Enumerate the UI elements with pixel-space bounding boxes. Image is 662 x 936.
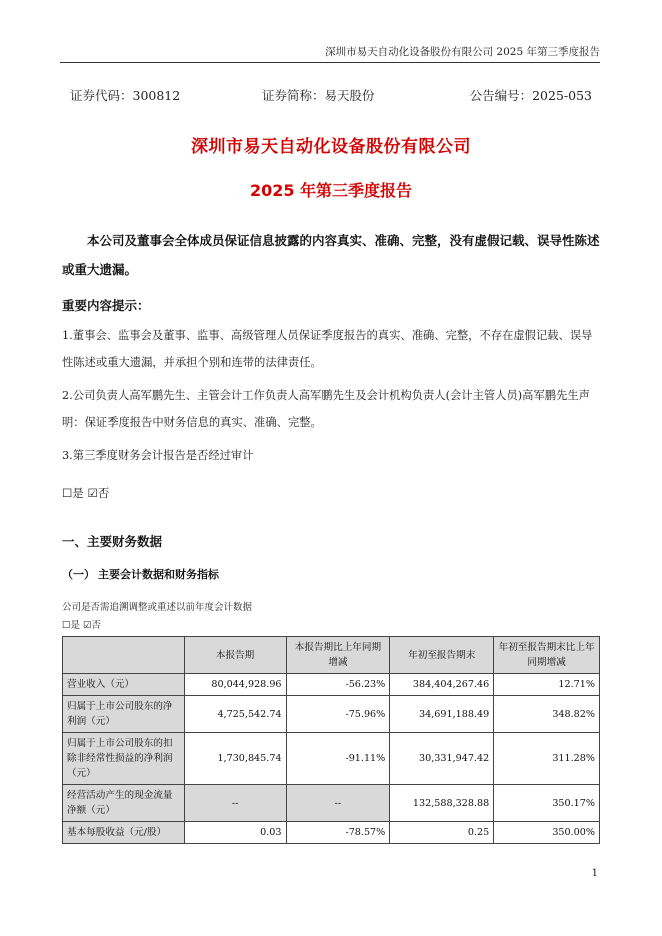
stock-name: 证券简称：易天股份 — [262, 88, 375, 103]
table-header-cell — [63, 637, 185, 674]
table-cell: 30,331,947.42 — [390, 733, 494, 785]
row-label: 营业收入（元） — [63, 674, 185, 696]
table-header-cell: 本报告期比上年同期增减 — [286, 637, 390, 674]
header-rule — [60, 62, 600, 63]
subsection-title — [62, 566, 219, 582]
row-label: 基本每股收益（元/股） — [63, 822, 185, 844]
table-cell: -- — [184, 785, 286, 822]
table-cell: 80,044,928.96 — [184, 674, 286, 696]
stock-code: 证券代码：300812 — [70, 88, 181, 103]
restate-checkbox: ☐是 ☑否 — [62, 620, 102, 631]
table-cell: 348.82% — [494, 696, 600, 733]
notice-item-2: 2.公司负责人高军鹏先生、主管会计工作负责人高军鹏先生及会计机构负责人(会计主管人员)高军鹏先生声明：保证季度报告中财务信息的真实、准确、完整。 — [62, 389, 590, 429]
table-header-row — [63, 637, 600, 674]
table-row — [63, 674, 600, 696]
table-cell: 350.17% — [494, 785, 600, 822]
table-cell: 0.25 — [390, 822, 494, 844]
table-cell: -78.57% — [286, 822, 390, 844]
section-title: 一、主要财务数据 — [62, 534, 163, 549]
table-row — [63, 785, 600, 822]
row-label: 归属于上市公司股东的扣除非经常性损益的净利润（元） — [63, 733, 185, 785]
table-cell: 311.28% — [494, 733, 600, 785]
table-cell: -75.96% — [286, 696, 390, 733]
table-cell: 12.71% — [494, 674, 600, 696]
announcement-number: 公告编号：2025-053 — [469, 88, 592, 103]
table-cell: 350.00% — [494, 822, 600, 844]
table-row — [63, 822, 600, 844]
audit-checkbox: ☐是 ☑否 — [62, 486, 110, 500]
running-header: 深圳市易天自动化设备股份有限公司 2025 年第三季度报告 — [325, 46, 600, 58]
table-cell: -91.11% — [286, 733, 390, 785]
company-name: 深圳市易天自动化设备股份有限公司 — [191, 137, 471, 157]
restate-question: 公司是否需追溯调整或重述以前年度会计数据 — [62, 602, 253, 613]
table-row — [63, 733, 600, 785]
row-label: 归属于上市公司股东的净利润（元） — [63, 696, 185, 733]
table-cell: 34,691,188.49 — [390, 696, 494, 733]
table-row — [63, 696, 600, 733]
table-header-cell: 本报告期 — [184, 637, 286, 674]
table-cell: 384,404,267.46 — [390, 674, 494, 696]
subsection-number: （一） — [62, 568, 95, 581]
table-cell: -56.23% — [286, 674, 390, 696]
table-cell: 1,730,845.74 — [184, 733, 286, 785]
table-cell: 0.03 — [184, 822, 286, 844]
board-statement: 本公司及董事会全体成员保证信息披露的内容真实、准确、完整，没有虚假记载、误导性陈述或重大遗漏。 — [62, 233, 600, 277]
notice-item-3: 3.第三季度财务会计报告是否经过审计 — [62, 449, 254, 462]
subsection-label: 主要会计数据和财务指标 — [98, 568, 219, 581]
table-cell: 132,588,328.88 — [390, 785, 494, 822]
table-header-cell: 年初至报告期末 — [390, 637, 494, 674]
notice-heading: 重要内容提示： — [62, 298, 150, 313]
financial-data-table — [62, 636, 600, 844]
table-header-cell: 年初至报告期末比上年同期增减 — [494, 637, 600, 674]
report-title: 2025 年第三季度报告 — [249, 181, 413, 200]
row-label: 经营活动产生的现金流量净额（元） — [63, 785, 185, 822]
notice-item-1: 1.董事会、监事会及董事、监事、高级管理人员保证季度报告的真实、准确、完整，不存在虚假记载、误导性陈述或重大遗漏，并承担个别和连带的法律责任。 — [62, 329, 593, 369]
table-cell: 4,725,542.74 — [184, 696, 286, 733]
page-number: 1 — [591, 868, 598, 879]
table-cell: -- — [286, 785, 390, 822]
